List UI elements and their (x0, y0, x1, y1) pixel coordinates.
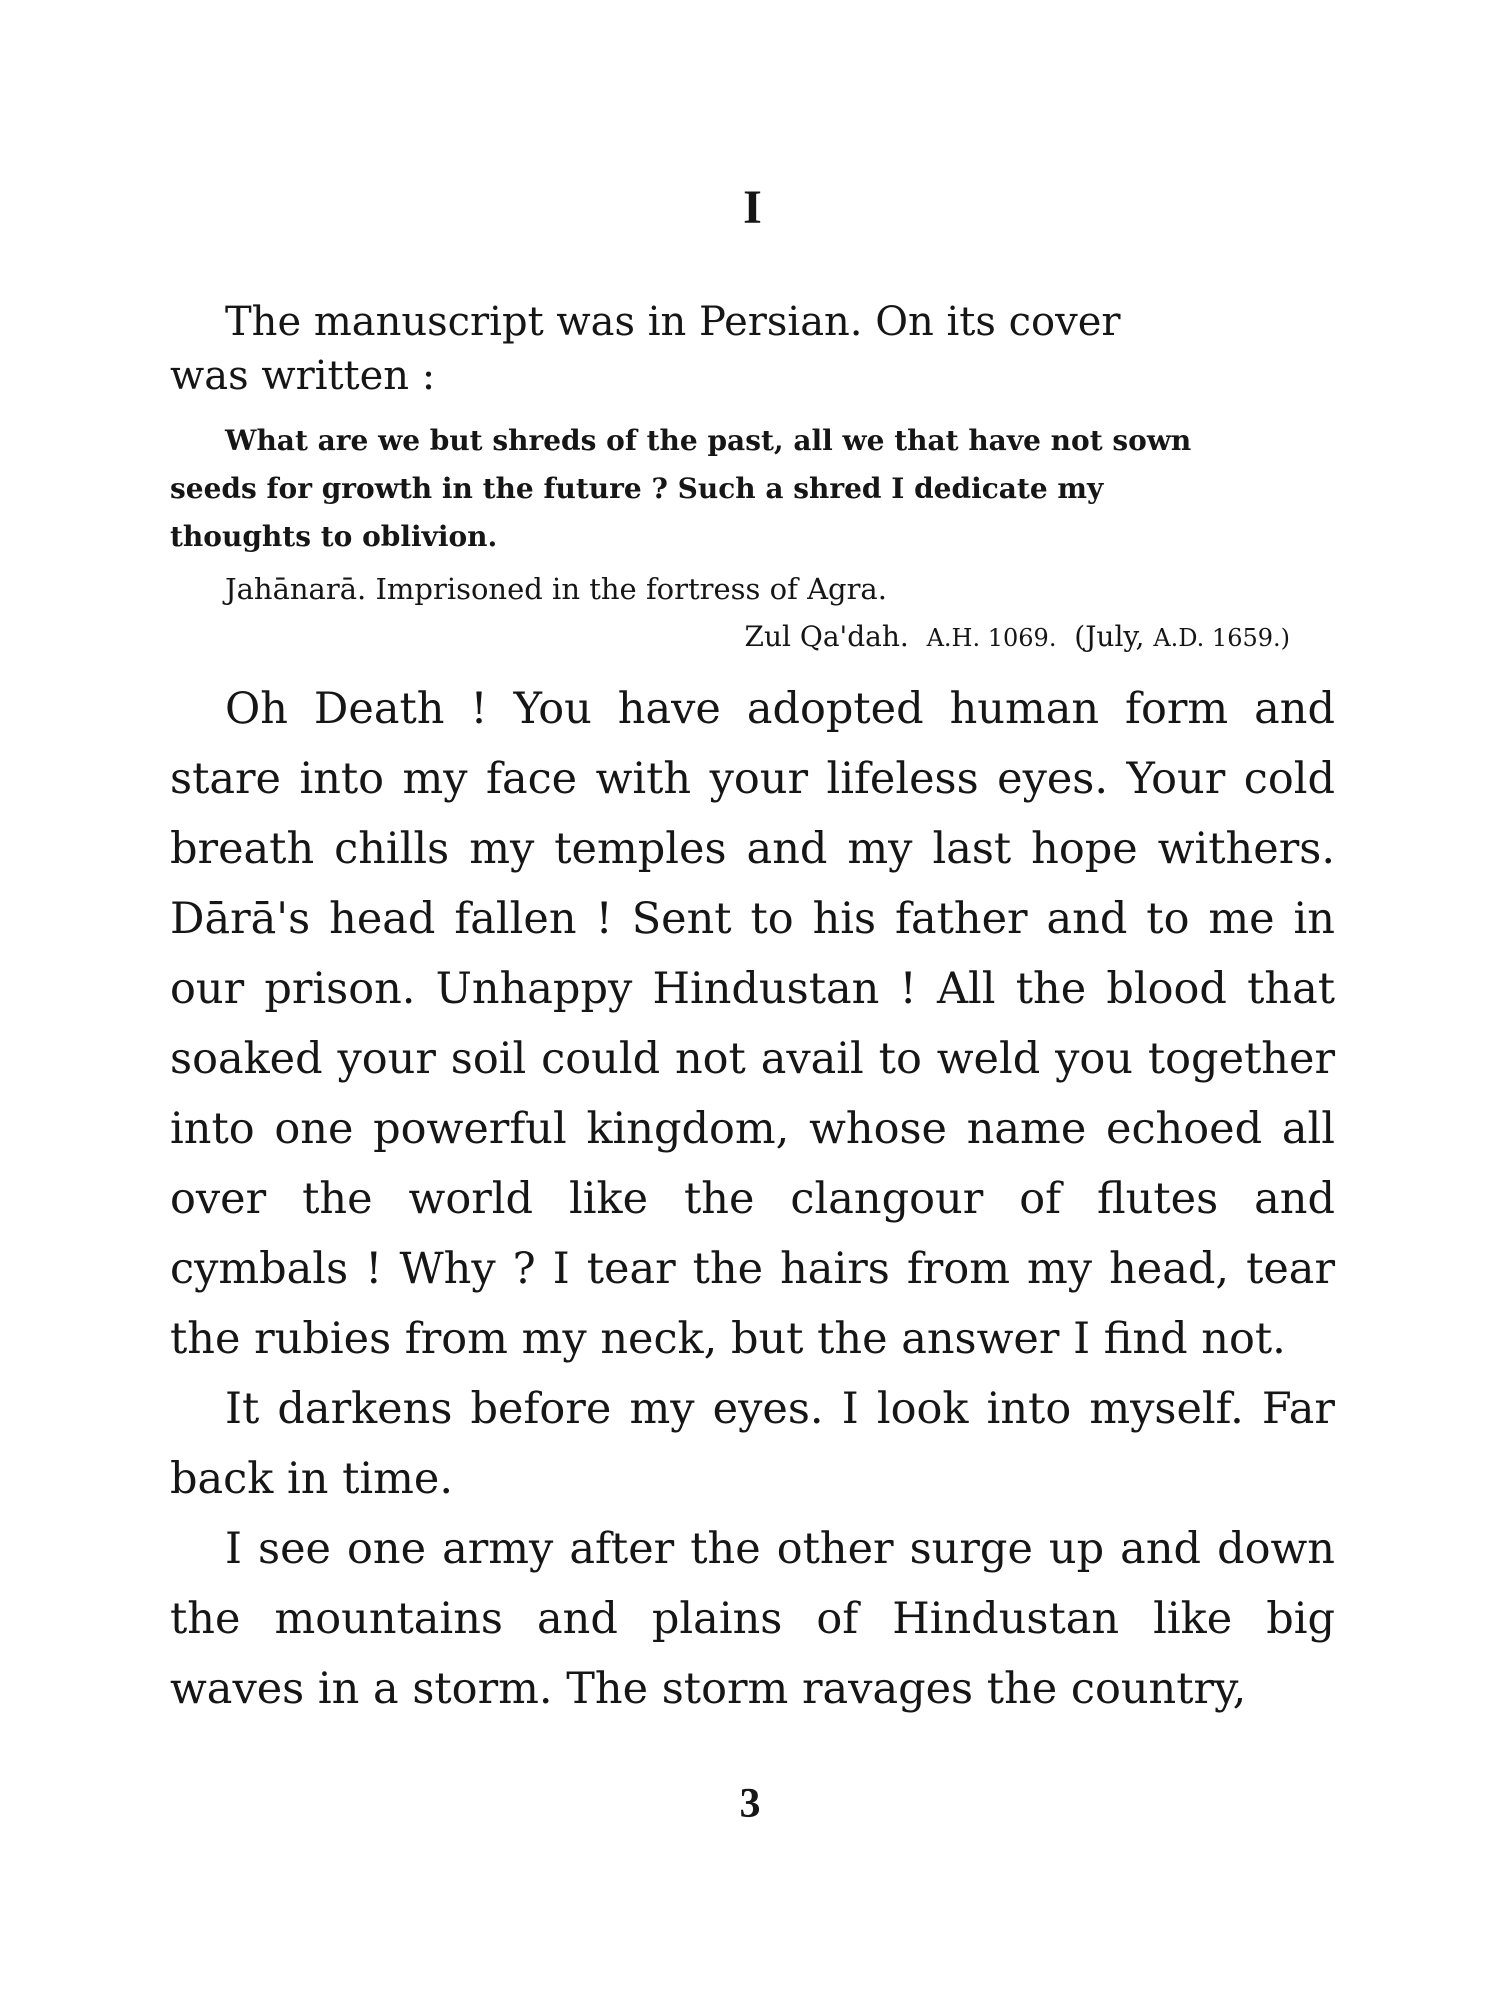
paragraph-i-see: I see one army after the other surge up and down the mountains and plains of Hindustan like big waves in a storm. The storm ravages the country, (170, 1524, 1335, 1714)
date-prefix: Zul Qa'dah. (744, 620, 909, 653)
epigraph (170, 417, 1335, 561)
intro-line-1: The manuscript was in Persian. On its cover (225, 299, 1121, 345)
epigraph-date (170, 613, 1335, 662)
epigraph-line-2: seeds for growth in the future ? Such a shred I dedicate my (170, 472, 1104, 505)
date-open: (July, (1074, 620, 1145, 653)
epigraph-line-3: thoughts to oblivion. (170, 520, 498, 553)
paragraph-it-darkens: It darkens before my eyes. I look into myself. Far back in time. (170, 1384, 1335, 1504)
epigraph-line-1: What are we but shreds of the past, all we that have not sown (225, 424, 1192, 457)
main-text (170, 674, 1335, 1724)
date-ah: A.H. 1069. (926, 624, 1057, 652)
chapter-numeral: I (743, 181, 762, 234)
epigraph-signature: Jahānarā. Imprisoned in the fortress of Agra. (225, 572, 887, 606)
book-page (170, 150, 1335, 1950)
page-number: 3 (739, 1781, 761, 1827)
intro-paragraph (170, 295, 1335, 403)
intro-line-2: was written : (170, 353, 436, 399)
paragraph-oh-death: Oh Death ! You have adopted human form and stare into my face with your lifeless eyes. Your cold breath chills my temples and my last hope withers. Dārā's head fallen ! Sent to his father and to me in our prison. Unhappy Hindustan ! All the blood that soaked your soil could not avail to weld you together into one powerful kingdom, whose name echoed all over the world like the clangour of flutes and cymbals ! Why ? I tear the hairs from my head, tear the rubies from my neck, but the answer I find not. (170, 684, 1335, 1364)
date-ad: A.D. 1659.) (1153, 624, 1290, 652)
